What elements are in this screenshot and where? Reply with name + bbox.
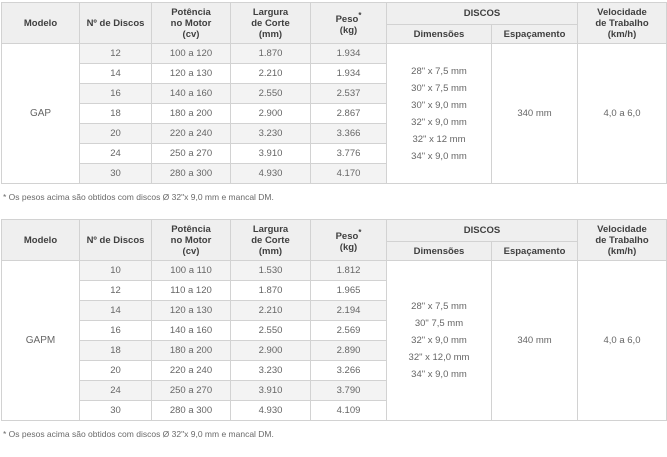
peso-cell: 3.776 — [311, 144, 387, 164]
largura-cell: 2.550 — [231, 321, 311, 341]
header-discos-num: Nº de Discos — [80, 3, 152, 44]
header-largura: Largura de Corte (mm) — [231, 220, 311, 261]
header-espacamento: Espaçamento — [492, 25, 578, 44]
peso-cell: 3.266 — [311, 361, 387, 381]
potencia-cell: 140 a 160 — [152, 84, 231, 104]
potencia-cell: 180 a 200 — [152, 104, 231, 124]
largura-cell: 1.870 — [231, 44, 311, 64]
potencia-cell: 250 a 270 — [152, 381, 231, 401]
peso-cell: 2.867 — [311, 104, 387, 124]
header-row — [2, 3, 667, 25]
spec-document — [0, 2, 667, 440]
discos-cell: 16 — [80, 321, 152, 341]
peso-cell: 1.965 — [311, 281, 387, 301]
espacamento-cell: 340 mm — [492, 261, 578, 421]
dimensao-item: 30" x 7,5 mm — [411, 82, 467, 94]
dimensao-item: 32" x 12,0 mm — [408, 352, 470, 363]
header-discos-group: DISCOS — [387, 3, 578, 25]
header-largura: Largura de Corte (mm) — [231, 3, 311, 44]
peso-cell: 2.194 — [311, 301, 387, 321]
discos-cell: 24 — [80, 144, 152, 164]
header-dimensoes: Dimensões — [387, 25, 492, 44]
potencia-cell: 110 a 120 — [152, 281, 231, 301]
discos-cell: 18 — [80, 104, 152, 124]
largura-cell: 2.900 — [231, 341, 311, 361]
dimensao-item: 30" 7,5 mm — [414, 318, 464, 329]
peso-cell: 3.790 — [311, 381, 387, 401]
potencia-cell: 120 a 130 — [152, 64, 231, 84]
largura-cell: 3.910 — [231, 144, 311, 164]
largura-cell: 3.230 — [231, 124, 311, 144]
potencia-cell: 100 a 110 — [152, 261, 231, 281]
potencia-cell: 220 a 240 — [152, 124, 231, 144]
discos-cell: 14 — [80, 301, 152, 321]
potencia-cell: 100 a 120 — [152, 44, 231, 64]
potencia-cell: 180 a 200 — [152, 341, 231, 361]
peso-cell: 2.537 — [311, 84, 387, 104]
header-potencia: Potência no Motor (cv) — [152, 3, 231, 44]
peso-cell: 4.170 — [311, 164, 387, 184]
dimensao-item: 30" x 9,0 mm — [411, 99, 467, 111]
header-dimensoes: Dimensões — [387, 242, 492, 261]
header-row — [2, 220, 667, 242]
largura-cell: 1.530 — [231, 261, 311, 281]
discos-cell: 30 — [80, 401, 152, 421]
dimensao-item: 32" x 9,0 mm — [411, 335, 467, 346]
largura-cell: 2.550 — [231, 84, 311, 104]
largura-cell: 3.230 — [231, 361, 311, 381]
header-peso: Peso* (kg) — [311, 220, 387, 261]
table-body — [2, 261, 667, 421]
velocidade-cell: 4,0 a 6,0 — [578, 261, 667, 421]
footnote: * Os pesos acima são obtidos com discos Ø 32"x 9,0 mm e mancal DM. — [3, 429, 274, 439]
discos-cell: 10 — [80, 261, 152, 281]
peso-cell: 1.934 — [311, 44, 387, 64]
discos-cell: 12 — [80, 281, 152, 301]
potencia-cell: 250 a 270 — [152, 144, 231, 164]
discos-cell: 12 — [80, 44, 152, 64]
table-body — [2, 44, 667, 184]
header-espacamento: Espaçamento — [492, 242, 578, 261]
spec-table-gapm — [1, 219, 667, 421]
footnote-mark: * — [358, 10, 362, 20]
header-modelo: Modelo — [2, 220, 80, 261]
discos-cell: 20 — [80, 124, 152, 144]
peso-cell: 2.569 — [311, 321, 387, 341]
dimensoes-cell — [387, 261, 492, 421]
discos-cell: 24 — [80, 381, 152, 401]
spec-table-gap — [1, 2, 667, 184]
largura-cell: 2.900 — [231, 104, 311, 124]
footnote-mark: * — [358, 227, 362, 237]
dimensao-item: 34" x 9,0 mm — [411, 369, 467, 380]
dimensoes-cell — [387, 44, 492, 184]
dimensao-item: 32" x 9,0 mm — [411, 116, 467, 128]
header-discos-num: Nº de Discos — [80, 220, 152, 261]
potencia-cell: 140 a 160 — [152, 321, 231, 341]
espacamento-cell: 340 mm — [492, 44, 578, 184]
largura-cell: 2.210 — [231, 301, 311, 321]
table-row — [2, 44, 667, 64]
dimensao-item: 32" x 12 mm — [412, 133, 466, 145]
discos-cell: 16 — [80, 84, 152, 104]
header-modelo: Modelo — [2, 3, 80, 44]
header-velocidade: Velocidade de Trabalho (km/h) — [578, 3, 667, 44]
discos-cell: 18 — [80, 341, 152, 361]
dimensao-item: 28" x 7,5 mm — [411, 301, 467, 312]
largura-cell: 4.930 — [231, 164, 311, 184]
dimensao-item: 34" x 9,0 mm — [411, 150, 467, 162]
footnote: * Os pesos acima são obtidos com discos Ø 32"x 9,0 mm e mancal DM. — [3, 192, 274, 202]
header-velocidade: Velocidade de Trabalho (km/h) — [578, 220, 667, 261]
potencia-cell: 120 a 130 — [152, 301, 231, 321]
largura-cell: 1.870 — [231, 281, 311, 301]
model-cell: GAPM — [2, 261, 80, 421]
potencia-cell: 280 a 300 — [152, 164, 231, 184]
discos-cell: 20 — [80, 361, 152, 381]
largura-cell: 2.210 — [231, 64, 311, 84]
model-cell: GAP — [2, 44, 80, 184]
velocidade-cell: 4,0 a 6,0 — [578, 44, 667, 184]
peso-cell: 1.934 — [311, 64, 387, 84]
largura-cell: 3.910 — [231, 381, 311, 401]
potencia-cell: 280 a 300 — [152, 401, 231, 421]
table-row — [2, 261, 667, 281]
peso-cell: 4.109 — [311, 401, 387, 421]
largura-cell: 4.930 — [231, 401, 311, 421]
header-peso: Peso* (kg) — [311, 3, 387, 44]
header-potencia: Potência no Motor (cv) — [152, 220, 231, 261]
dimensao-item: 28" x 7,5 mm — [411, 65, 467, 77]
potencia-cell: 220 a 240 — [152, 361, 231, 381]
peso-cell: 2.890 — [311, 341, 387, 361]
header-discos-group: DISCOS — [387, 220, 578, 242]
peso-cell: 1.812 — [311, 261, 387, 281]
discos-cell: 14 — [80, 64, 152, 84]
peso-cell: 3.366 — [311, 124, 387, 144]
discos-cell: 30 — [80, 164, 152, 184]
